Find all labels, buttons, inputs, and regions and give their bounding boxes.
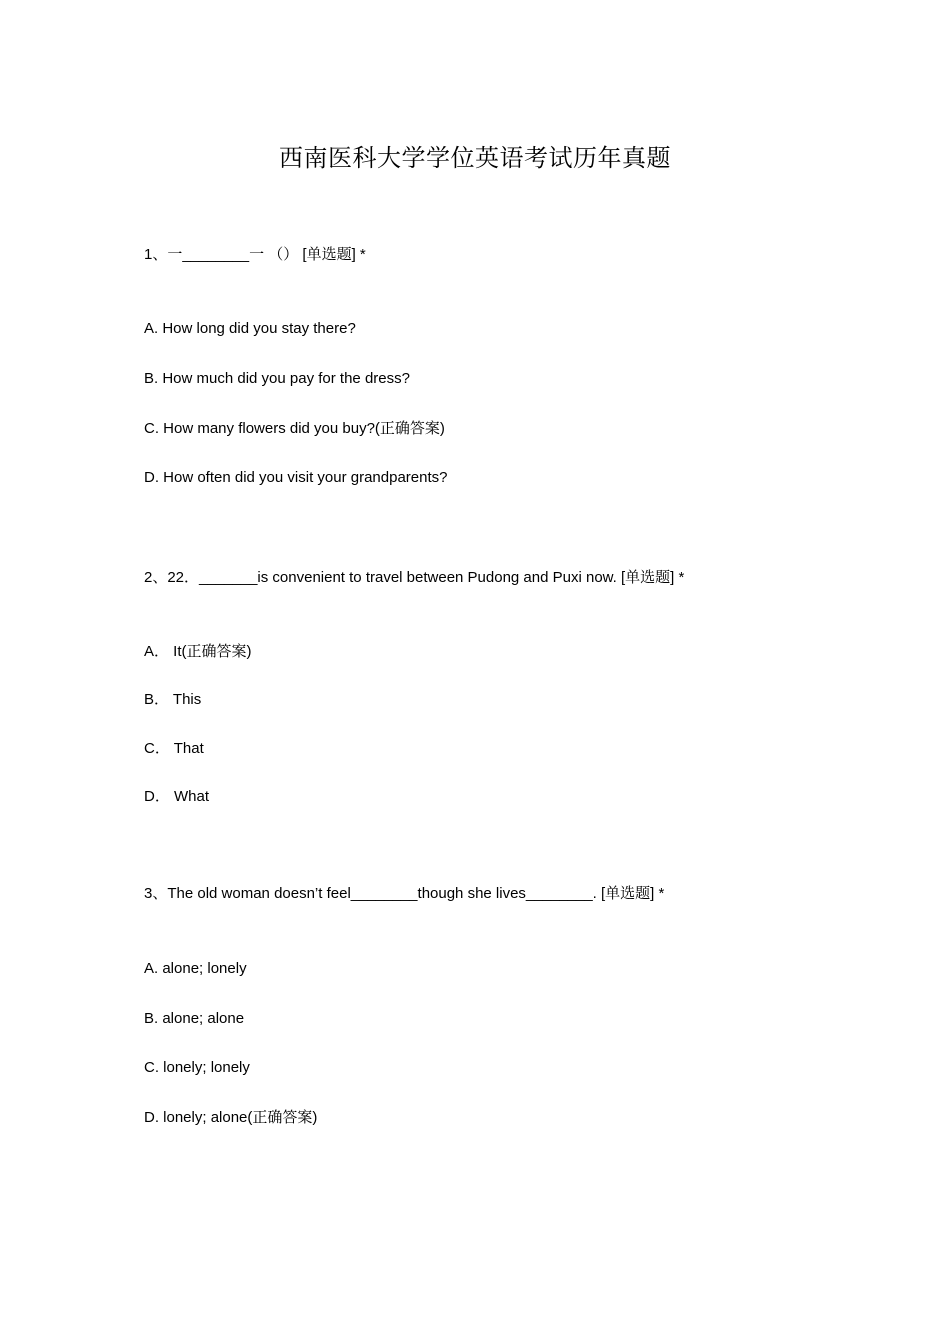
question-2-stem: 2、22．_______is convenient to travel between Pudong and Puxi now. [单选题] *	[144, 569, 685, 586]
question-3-option-b: B. alone; alone	[144, 1010, 245, 1027]
question-1-option-d: D. How often did you visit your grandparents?	[144, 469, 448, 486]
question-3-option-d: D. lonely; alone(正确答案)	[144, 1109, 318, 1126]
page-title: 西南医科大学学位英语考试历年真题	[279, 144, 671, 172]
question-1-option-a: A. How long did you stay there?	[144, 320, 356, 337]
question-2-option-b: B． This	[144, 691, 202, 708]
question-1-stem: 1、一________一 （） [单选题] *	[144, 246, 366, 263]
question-1-option-b: B. How much did you pay for the dress?	[144, 370, 410, 387]
question-2-option-a: A． It(正确答案)	[144, 643, 252, 660]
question-3-option-c: C. lonely; lonely	[144, 1059, 250, 1076]
question-2-option-d: D． What	[144, 788, 210, 805]
question-1-option-c: C. How many flowers did you buy?(正确答案)	[144, 420, 445, 437]
question-2-option-c: C． That	[144, 740, 204, 757]
question-3-option-a: A. alone; lonely	[144, 960, 247, 977]
question-3-stem: 3、The old woman doesn’t feel________though she lives________. [单选题] *	[144, 885, 665, 902]
